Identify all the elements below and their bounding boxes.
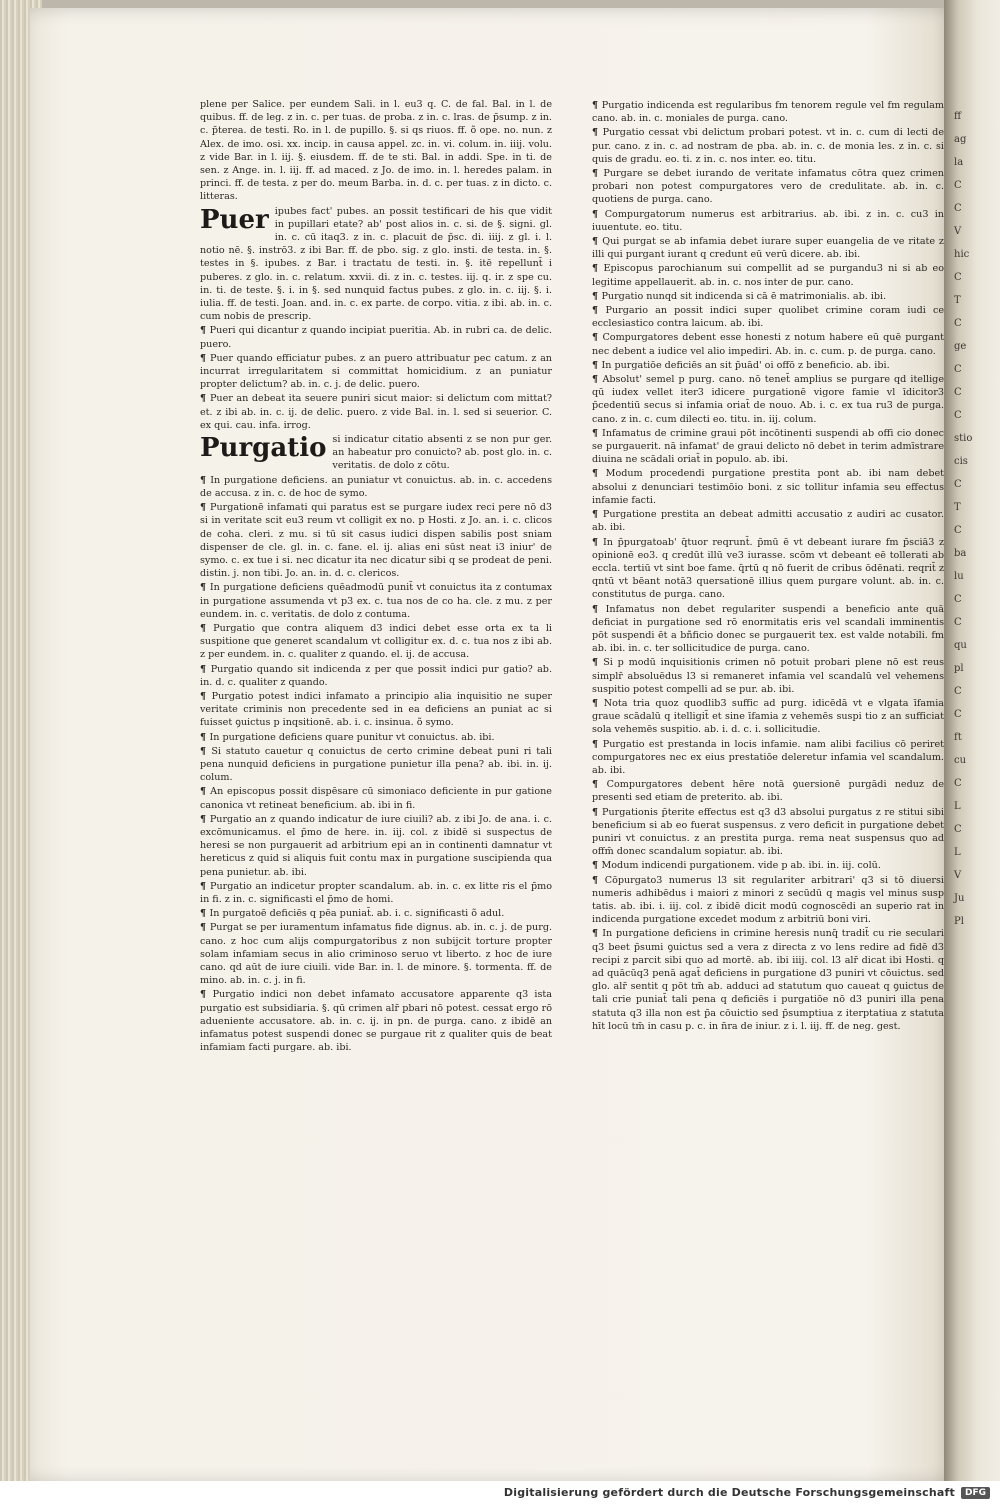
facing-page-fragment: C [954,318,962,329]
entry-text: Purgario an possit indici super quolibet crimine coram iudi ce ecclesiastico contra laicum. ab. ibi. [592,305,945,330]
entry-text: Purgationis p̄terite effectus est q3 d3 absolui purgatus z re stitui sibi beneficium si ab eo fuerat suspensus. z vero deficit in purgatione debet puniri vt conuictus. z an prestita purga. rema neat suspensus quo ad offm̄ donec scandalum sopiatur. ab. ibi. [592,806,944,858]
paragraph-mark-icon: ¶ [592,779,607,791]
index-entry [200,921,552,987]
facing-page-edge [944,0,1000,1504]
index-entry [200,785,552,811]
paragraph-mark-icon: ¶ [592,359,602,371]
entry-text: Purgatio cessat vbi delictum probari potest. vt in. c. cum di lecti de pur. cano. z in. c. ad nostram de pba. ab. in. c. de monia les. z in. c. si quis de gradu. eo. ti. z in. c. nos inter. eo. titu. [592,127,944,165]
facing-page-fragment: L [954,847,961,858]
index-entry [592,304,944,330]
index-entry [200,392,552,432]
facing-page-fragment: stio [954,433,973,444]
paragraph-mark-icon: ¶ [592,697,604,709]
index-entry [592,859,944,872]
paragraph-mark-icon: ¶ [592,603,606,615]
entry-text: Purgatio indicenda est regularibus fm tenorem regule vel fm regulam cano. ab. in. c. moniales de purga. cano. [592,100,945,125]
index-entry [200,352,552,392]
index-entry [592,927,944,1033]
facing-page-fragment: V [954,870,962,881]
entry-text: Modum procedendi purgatione prestita pont ab. ibi nam debet absolui z denunciari testimōio boni. z sic tollitur infamia seu effectus infamie facti. [592,468,944,506]
entry-text: In p̄purgatoab' q̄tuor reqrunt̄. p̄mū ē vt debeant iurare fm p̄sciā3 z opinionē eo3. q credūt illū ve3 iurasse. scōm vt debeant eē tollerati ab eccla. tertiū vt sint boe fame. q̄rtū q nō fuerit de cribus ōdēnati. reqrit̄ z qntū vt bēant notā3 quersationē illius quem purgare volunt. ab. in. c. constitutus de purga. cano. [592,536,944,601]
pueri-entries [200,324,552,432]
entry-text: Pueri qui dicantur z quando incipiat pueritia. Ab. in rubri ca. de delic. puero. [200,325,552,350]
entry-text: Si statuto cauetur q conuictus de certo crimine debeat puni ri tali pena nunquid deficiens in purgatione punietur illa pena? ab. ibi. in. ij. colum. [200,745,552,784]
entry-text: Purgatio quando sit indicenda z per que possit indici pur gatio? ab. in. d. c. qualiter z quando. [200,663,553,688]
facing-page-fragment: qu [954,640,967,651]
puer-text: ipubes fact' pubes. an possit testificari de his que vidit in pupillari etate? ab' post alios in. c. si. de §. signi. gl. in. c. cū itaq3. z in. c. placuit de p̄sc. di. iiij. z gl. i. l. notio nē. §. instrō3. z ibi Bar. ff. de pbo. sig. z glo. insti. de testa. in. §. testes in §. ipubes. z Bar. i tractatu de testi. in. §. itē repellunt̄ i puberes. z glo. in. c. relatum. xxvii. di. z in. c. testes. iij. q. ir. z spe cu. in. ti. de teste. §. i. in §. sed nunquid factus pubes. z glo. in. c. iij. §. i. iulia. ff. de testi. Joan. and. in. c. ex parte. de corpo. vitia. z ibi. ab. in. c. cum nobis de prescrip. [200,205,552,323]
purgatio-entries [200,474,552,1055]
index-entry [592,697,944,737]
entry-text: An episcopus possit dispēsare cū simoniaco deficiente in pur gatione canonica vt retineat beneficium. ab. ibi in fi. [200,786,552,811]
facing-page-fragment: C [954,180,962,191]
index-entry [200,745,552,785]
facing-page-fragment: C [954,272,962,283]
entry-text: Si p modū inquisitionis crimen nō potuit probari plene nō est reus simplr̄ absoluēdus l3 si remaneret infamia vel scandalū vel vehemens suspitio potest compelli ad se pur. ab. ibi. [592,657,944,695]
index-entry [592,778,944,804]
index-entry [592,373,944,426]
index-entry [200,663,552,689]
index-entry [592,208,944,234]
facing-page-fragment: C [954,479,962,490]
facing-page-fragment: L [954,801,961,812]
facing-page-fragment: hic [954,249,970,260]
paragraph-mark-icon: ¶ [200,989,213,1001]
entry-text: Purgatio an z quando indicatur de iure ciuili? ab. z ibi Jo. de ana. i. c. excōmunicamus. el p̄mo de here. in. iij. col. z ibidē si suspectus de heresi se non purgauerit ad arbitrium epi an in continenti damnatur vt hereticus z quid si aliquis fuit contu max in purgatione suscipienda qua pena punietur. ab. ibi. [200,813,552,878]
index-entry [592,508,944,534]
facing-page-fragment: C [954,617,962,628]
index-entry [200,907,552,920]
paragraph-mark-icon: ¶ [592,468,606,480]
entry-text: Absolut' semel p purg. cano. nō tenet̄ amplius se purgare qd itellige qū iudex vellet iter3 idicere purgationē vigore famie vl īdicitor3 p̄cedentiū secus si infamia oriat̄ de nouo. Ab. i. c. ex tua ru3 de purga. cano. z in. c. cum dilecti eo. titu. in. iij. colum. [592,374,944,425]
facing-page-fragment: cis [954,456,968,467]
paragraph-mark-icon: ¶ [592,738,603,750]
paragraph-mark-icon: ¶ [592,290,602,302]
entry-heading-puer: Puer [200,204,269,235]
entry-text: Purgatio nunqd sit indicenda si cā ē matrimonialis. ab. ibi. [601,290,887,302]
entry-text: Purgationē infamati qui paratus est se purgare iudex reci pere nō d3 si in veritate scit eu3 reum vt colligit ex no. p Hosti. z Jo. an. i. c. clicos de coha. cleri. z mu. si tū sit casus iudici dispen sabilis post sniam dispenser de cle. gl. in. c. fane. el. ij. alias eni sūst neat i3 iniur' de symo. c. ex tue i si. nec dicatur ita nec dicatur sibi q se prodeat de peni. distin. j. non tibi. Jo. an. in. d. c. clericos. [200,502,552,580]
entry-text: Purgatio potest indici infamato a principio alia inquisitio ne super veritate criminis non precedente sed in ea deficiens an puniat ac si fuisset ꝯuictus p inqsitionē. ab. i. c. insinua. õ symo. [200,690,552,729]
paragraph-mark-icon: ¶ [592,374,603,386]
entry-text: In purgatione deficiens quare punitur vt conuictus. ab. ibi. [209,731,495,743]
paragraph-mark-icon: ¶ [592,208,605,220]
right-column [592,98,944,1033]
facing-page-fragment: lu [954,571,964,582]
entry-text: Cōpurgato3 numerus l3 sit regulariter arbitrari' q3 si tō diuersi numeris adhibēdus i maiori z minori z secūdū q magis vel minus susp tatis. ab. ibi. i. iij. col. z ibidē dicit modū cognoscēdi an superio rat in indicenda purgatione excedet modum z arbitriū boni viri. [592,874,944,926]
entry-text: Nota tria quoz quodlib3 suffic ad purg. idicēdā vt e vlgata īfamia graue scādalū q itelligit̄ et sine īfamia z vehemēs suspi tio z an sufficiat sola vehemēs suspitio. ab. i. d. c. i. sollicitudie. [592,697,944,736]
index-entry [592,99,944,125]
facing-page-fragment: C [954,525,962,536]
facing-page-fragment: C [954,364,962,375]
entry-text: Purgatio indici non debet infamato accusatore apparente q3 ista purgatio est subsidiaria. §. qū crimen alr̄ pbari nō potest. cessat ergo rō adueniente accusatore. ab. in. c. ij. in pn. de purga. cano. z ibidē an infamatus potest suspendi donec se purgaue rit z qualiter quis de beat infamiam facti purgare. ab. ibi. [200,989,552,1054]
paragraph-mark-icon: ¶ [200,663,211,675]
paragraph-mark-icon: ¶ [200,880,211,892]
index-entry [592,290,944,303]
entry-text: In purgatiōe deficiēs an sit p̄uād' oi offō z beneficio. ab. ibi. [601,359,890,371]
facing-page-fragment: ag [954,134,967,145]
index-entry [592,738,944,778]
paragraph-mark-icon: ¶ [200,502,211,514]
index-entry [592,467,944,507]
purgatio-text: si indicatur citatio absenti z se non pur ger. an habeatur pro conuicto? ab. post glo. in. c. veritatis. de dolo z cōtu. [332,434,552,472]
paragraph-mark-icon: ¶ [200,622,214,634]
entry-text: Puer quando efficiatur pubes. z an puero attribuatur pec catum. z an incurrat irregularitatem si committat homicidium. z an puniatur propter delictum? ab. in. c. j. de delic. puero. [200,352,552,391]
index-entry [592,331,944,357]
left-column [200,98,552,1054]
entry-text: Compurgatores debent esse honesti z notum habere eū quē purgant nec debent a iudice vel alio impediri. Ab. in. c. cum. p. de purga. cano. [592,332,944,357]
index-entry [592,536,944,602]
paragraph-mark-icon: ¶ [200,474,211,486]
paragraph-mark-icon: ¶ [592,806,602,818]
entry-text: Purgatio que contra aliquem d3 indici debet esse orta ex ta li suspitione que generet scandalum vt colligitur ex. d. c. tua nos z ibi ab. z per eundem. in. c. qualiter z quando. el. ij. de accusa. [200,622,552,661]
right-entries [592,99,944,1033]
paragraph-mark-icon: ¶ [200,908,210,920]
paragraph-mark-icon: ¶ [592,168,604,180]
paragraph-mark-icon: ¶ [200,745,212,757]
paragraph-mark-icon: ¶ [592,236,603,248]
paragraph-mark-icon: ¶ [200,325,210,337]
facing-page-fragment: pl [954,663,964,674]
dfg-logo: DFG [961,1487,990,1499]
facing-page-fragment: C [954,410,962,421]
facing-page-fragment: C [954,778,962,789]
paragraph-mark-icon: ¶ [200,731,210,743]
index-entry [592,235,944,261]
entry-text: Qui purgat se ab infamia debet iurare super euangelia de ve ritate z illi qui purgant iurant q credunt eū verū dicere. ab. ibi. [592,236,944,261]
entry-text: Purgatio est prestanda in locis infamie. nam alibi facilius cō periret compurgatores nec ex eius prestatiōe deleretur infamia vel scandalum. ab. ibi. [592,738,945,776]
paragraph-mark-icon: ¶ [592,509,603,521]
facing-page-fragment: C [954,686,962,697]
facing-page-fragment: ft [954,732,962,743]
index-entry [200,880,552,906]
facing-page-fragment: ff [954,111,962,122]
entry-text: Compurgatores debent hēre notā ꝯuersionē purgādi neduz de presenti sed etiam de preterito. ab. ibi. [592,779,944,804]
facing-page-fragment: ge [954,341,967,352]
facing-page-fragment: T [954,502,961,513]
index-entry [200,731,552,744]
index-entry [200,501,552,580]
facing-page-fragment: C [954,387,962,398]
index-entry [592,656,944,696]
paragraph-mark-icon: ¶ [592,536,603,548]
paragraph-mark-icon: ¶ [200,352,211,364]
facing-page-fragment: Ju [954,893,965,904]
facing-page-fragment: V [954,226,962,237]
funding-notice: Digitalisierung gefördert durch die Deutsche Forschungsgemeinschaft [503,1486,955,1499]
entry-heading-purgatio: Purgatio [200,433,327,464]
paragraph-mark-icon: ¶ [592,332,603,344]
paragraph-mark-icon: ¶ [592,874,605,886]
entry-text: Puer an debeat ita seuere puniri sicut maior: si delictum com mittat? et. z ibi ab. in. c. ij. de delic. puero. z vide Bal. in. l. sed si seuerior. C. ex qui. cau. infa. irrog. [200,393,552,431]
facing-page-fragment: C [954,594,962,605]
digitization-footer [0,1481,1000,1504]
paragraph-mark-icon: ¶ [592,427,603,439]
paragraph-mark-icon: ¶ [592,657,604,669]
entry-text: Purgare se debet iurando de veritate infamatus cōtra quez crimen probari non potest compurgatores vero de credulitate. ab. in. c. quotiens de purga. cano. [592,168,944,206]
entry-text: Infamatus de crimine graui pōt incōtinenti suspendi ab offi cio donec se purgauerit. nā infamat' de graui delicto nō debet in terim admīstrare diuina ne scādali oriat̄ in populo. ab. ibi. [592,427,944,466]
entry-text: Infamatus non debet regulariter suspendi a beneficio ante quā deficiat in purgatione sed rō enormitatis eris vel scandali imminentis pōt suspendi ēt a bñficio donec se purgauerit tex. est valde notabili. fm ab. ibi. in. c. ter sollicitudice de purga. cano. [592,603,944,655]
index-entry [200,622,552,662]
facing-page-fragment: ba [954,548,967,559]
paragraph-mark-icon: ¶ [592,100,602,111]
facing-page-fragment: la [954,157,964,168]
entry-text: Modum indicendi purgationem. vide p ab. ibi. in. iij. colū. [601,860,881,872]
index-entry [200,690,552,730]
entry-text: In purgatione deficiens. an puniatur vt conuictus. ab. in. c. accedens de accusa. z in. c. de hoc de symo. [200,474,552,499]
index-entry [200,474,552,500]
index-entry [592,126,944,166]
intro-text: plene per Salice. per eundem Sali. in l. eu3 q. C. de fal. Bal. in l. de quibus. ff. de leg. z in. c. per tuas. de proba. z in. c. lras. de p̄sump. z in. c. p̄terea. de testi. Ro. in l. de pupillo. §. si qs riuos. ff. õ ope. no. nun. z Alex. de imo. osi. xx. incip. in causa appel. zc. in. vi. colum. in. iiij. volu. z vide Bar. in l. iij. §. eiusdem. ff. de te sti. Bal. in addi. Spe. in ti. de sen. z Ange. in. l. iij. ff. ad maced. z Jo. de imo. in. l. heredes palam. in princi. ff. de testa. z per do. meum Barba. in. d. c. per tuas. z in dicto. c. litteras. [200,99,552,203]
facing-page-fragment: Pl [954,916,964,927]
index-entry [592,262,944,288]
entry-text: Purgatio an indicetur propter scandalum. ab. in. c. ex litte ris el p̄mo in fi. z in. c. significasti el p̄mo de homi. [200,880,552,905]
index-entry [200,988,552,1054]
paragraph-mark-icon: ¶ [200,393,210,405]
paragraph-mark-icon: ¶ [200,582,210,594]
entry-text: Episcopus parochianum sui compellit ad se purgandu3 ni si ab eo legitime appellauerit. ab. in. c. nos inter de pur. cano. [592,263,944,288]
facing-page-fragment: C [954,709,962,720]
facing-page-fragment: C [954,203,962,214]
entry-text: Purgatione prestita an debeat admitti accusatio z audiri ac cusator. ab. ibi. [592,509,944,534]
entry-text: Purgat se per iuramentum infamatus fide dignus. ab. in. c. j. de purg. cano. z hoc cum alijs compurgatoribus z non subijcit torture propter solam infamiam secus in alio criminoso seruo vt liberto. z hoc de iure cano. qd aūt de iure ciuili. vide Bar. in. l. de minore. §. tormenta. ff. de mino. ab. in. c. j. in fi. [200,922,553,987]
index-entry [200,813,552,879]
index-entry [592,167,944,207]
index-entry [592,806,944,859]
index-entry [592,359,944,372]
index-entry [200,324,552,350]
facing-page-fragment: C [954,824,962,835]
facing-page-fragment: cu [954,755,967,766]
paragraph-mark-icon: ¶ [200,690,212,702]
paragraph-mark-icon: ¶ [592,928,603,940]
entry-text: In purgatoē deficiēs q pēa puniat̄. ab. i. c. significasti õ adul. [209,908,505,920]
index-entry [592,874,944,927]
paragraph-mark-icon: ¶ [592,127,603,139]
paragraph-mark-icon: ¶ [592,860,602,872]
entry-text: Compurgatorum numerus est arbitrarius. ab. ibi. z in. c. cu3 in iuuentute. eo. titu. [592,208,944,233]
paragraph-mark-icon: ¶ [592,305,606,317]
facing-page-fragment: T [954,295,961,306]
entry-text: In purgatione deficiens in crimine heresis nunq̄ tradit̄ cu rie seculari q3 beet p̄sumi ꝯuictus sed a vera z directa z vo lens redire ad fidē d3 recipi z parcit sibi quo ad mortē. ab. ibi iiij. col. l3 alr̄ dicat ibi Hosti. q ad quācūq3 penā agat̄ deficiens in purgatione d3 puniri vt cōuictus. sed glo. alr̄ sentit q pōt tm̄ ab. adduci ad statutum quo caueat q ꝯuictus de tali crie puniat̄ tali pena q deficiēs i purgatiōe nō d3 puniri illa pena statuta q3 illa non est p̄a cōuictio sed p̄sumptiua z iterptatiua z statuta hīt locū tm̄ in casu p. c. in n̄ra de iniur. z i. l. iij. ff. de neg. gest. [592,928,944,1032]
paragraph-mark-icon: ¶ [200,922,210,934]
index-entry [592,603,944,656]
entry-text: In purgatione deficiens quēadmodū punit̄ vt conuictus ita z contumax in purgatione assumenda vt p3 ex. c. tua nos de co ha. cle. z mu. z per eundem. in. c. veritatis. de dolo z contuma. [200,582,552,620]
paragraph-mark-icon: ¶ [200,813,210,825]
index-entry [592,427,944,467]
paragraph-mark-icon: ¶ [592,263,604,275]
index-entry [200,581,552,621]
paragraph-mark-icon: ¶ [200,786,211,798]
